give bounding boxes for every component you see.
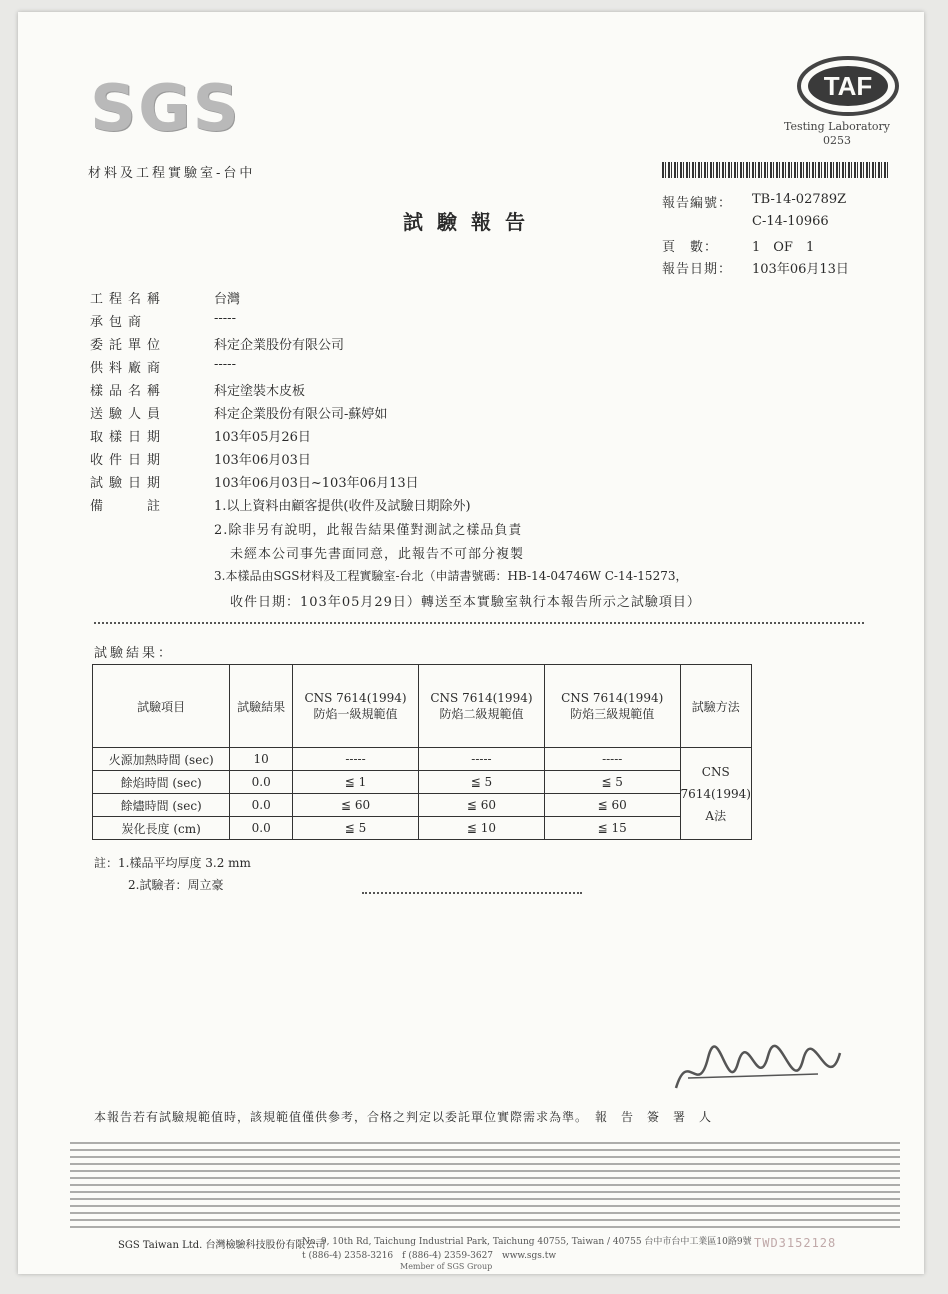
grade2-cell: ≦ 10 (418, 817, 544, 840)
report-page (18, 12, 924, 1274)
lab-name: 材料及工程實驗室-台中 (88, 166, 256, 181)
meta-value: C-14-10966 (752, 214, 829, 229)
grade3-cell: ≦ 60 (544, 794, 680, 817)
company-en: SGS Taiwan Ltd. (118, 1240, 203, 1251)
info-label: 樣品名稱 (90, 384, 167, 399)
table-row (93, 817, 752, 840)
table-row (93, 748, 752, 771)
signature-icon (668, 1038, 848, 1108)
footer-address: No. 9, 10th Rd, Taichung Industrial Park, Taichung 40755, Taiwan / 40755 台中市台中工業區10路9號 (302, 1237, 752, 1247)
serial-number: TWD3152128 (754, 1236, 837, 1250)
result-cell: 0.0 (230, 771, 293, 794)
info-value: ----- (214, 311, 236, 326)
grade2-cell: ≦ 60 (418, 794, 544, 817)
item-cell: 火源加熱時間 (sec) (93, 748, 230, 771)
header-cell: CNS 7614(1994) 防焰一級規範值 (293, 665, 419, 748)
end-mark (362, 892, 582, 894)
info-value: 103年06月03日~103年06月13日 (214, 476, 419, 491)
grade1-cell: ----- (293, 748, 419, 771)
info-value: 科定企業股份有限公司-蘇婷如 (214, 407, 388, 422)
note-line: 未經本公司事先書面同意，此報告不可部分複製 (230, 547, 525, 562)
header-cell: 試驗結果 (230, 665, 293, 748)
company-zh: 台灣檢驗科技股份有限公司 (205, 1240, 326, 1251)
table-row (93, 794, 752, 817)
meta-label (662, 214, 752, 236)
grade2-cell: ≦ 5 (418, 771, 544, 794)
info-label: 送驗人員 (90, 407, 167, 422)
taf-number: 0253 (823, 134, 851, 147)
grade1-cell: ≦ 1 (293, 771, 419, 794)
sgs-logo: SGS (90, 72, 241, 146)
divider (94, 622, 864, 624)
info-value: 103年05月26日 (214, 430, 311, 445)
taf-logo-icon (796, 54, 900, 118)
info-value: ----- (214, 357, 236, 372)
info-label: 工程名稱 (90, 292, 167, 307)
grade3-cell: ≦ 15 (544, 817, 680, 840)
info-label: 承包商 (90, 315, 148, 330)
meta-value: 103年06月13日 (752, 262, 849, 277)
meta-label: 報告日期： (662, 262, 733, 277)
note-line: 2.除非另有說明，此報告結果僅對測試之樣品負責 (214, 523, 523, 538)
taf-caption (762, 120, 912, 148)
item-cell: 餘焰時間 (sec) (93, 771, 230, 794)
note-line: 收件日期：103年05月29日）轉送至本實驗室執行本報告所示之試驗項目） (230, 595, 701, 610)
footnote: 2.試驗者：周立豪 (128, 878, 224, 892)
header-cell: CNS 7614(1994) 防焰三級規範值 (544, 665, 680, 748)
footer-phone: t (886-4) 2358-3216 f (886-4) 2359-3627 www.sgs.tw (302, 1251, 557, 1261)
grade1-cell: ≦ 60 (293, 794, 419, 817)
info-value: 台灣 (214, 292, 241, 307)
result-cell: 0.0 (230, 794, 293, 817)
method-cell: CNS 7614(1994) A法 (680, 748, 752, 840)
taf-caption-text: Testing Laboratory (783, 120, 891, 133)
taf-logo-text: TAF (823, 71, 873, 101)
meta-value: 1 OF 1 (752, 240, 815, 255)
result-cell: 10 (230, 748, 293, 771)
meta-row (662, 236, 849, 258)
note-line: 3.本樣品由SGS材料及工程實驗室-台北（申請書號碼：HB-14-04746W C-14-15273， (214, 569, 688, 583)
header-cell: CNS 7614(1994) 防焰二級規範值 (418, 665, 544, 748)
info-value: 103年06月03日 (214, 453, 311, 468)
header-cell: 試驗項目 (93, 665, 230, 748)
info-label: 供料廠商 (90, 361, 167, 376)
result-cell: 0.0 (230, 817, 293, 840)
info-label: 試驗日期 (90, 476, 167, 491)
report-title: 試驗報告 (403, 210, 539, 234)
fine-print (70, 1142, 900, 1228)
info-label: 取樣日期 (90, 430, 167, 445)
meta-row (662, 258, 849, 280)
grade1-cell: ≦ 5 (293, 817, 419, 840)
member-of-sgs: Member of SGS Group (400, 1262, 493, 1271)
info-value: 1.以上資料由顧客提供(收件及試驗日期除外) (214, 499, 471, 514)
grade3-cell: ----- (544, 748, 680, 771)
barcode (662, 162, 888, 178)
results-table (92, 664, 752, 840)
grade2-cell: ----- (418, 748, 544, 771)
info-label: 收件日期 (90, 453, 167, 468)
footnote: 註：1.樣品平均厚度 3.2 mm (94, 856, 251, 870)
meta-row (662, 214, 849, 236)
meta-label: 報告編號： (662, 196, 733, 211)
info-label: 委託單位 (90, 338, 167, 353)
footer-company (118, 1236, 326, 1251)
info-value: 科定企業股份有限公司 (214, 338, 345, 353)
meta-value: TB-14-02789Z (752, 192, 847, 207)
info-label: 備 註 (90, 499, 167, 514)
meta-row (662, 192, 849, 214)
results-title: 試驗結果： (94, 646, 175, 661)
header-cell: 試驗方法 (680, 665, 752, 748)
grade3-cell: ≦ 5 (544, 771, 680, 794)
signature-line: 本報告若有試驗規範值時，該規範值僅供參考，合格之判定以委託單位實際需求為準。 報 告 簽 署 人 (94, 1110, 713, 1124)
item-cell: 炭化長度 (cm) (93, 817, 230, 840)
report-meta (662, 192, 849, 280)
item-cell: 餘燼時間 (sec) (93, 794, 230, 817)
table-row (93, 771, 752, 794)
meta-label: 頁 數： (662, 240, 719, 255)
info-value: 科定塗裝木皮板 (214, 384, 306, 399)
